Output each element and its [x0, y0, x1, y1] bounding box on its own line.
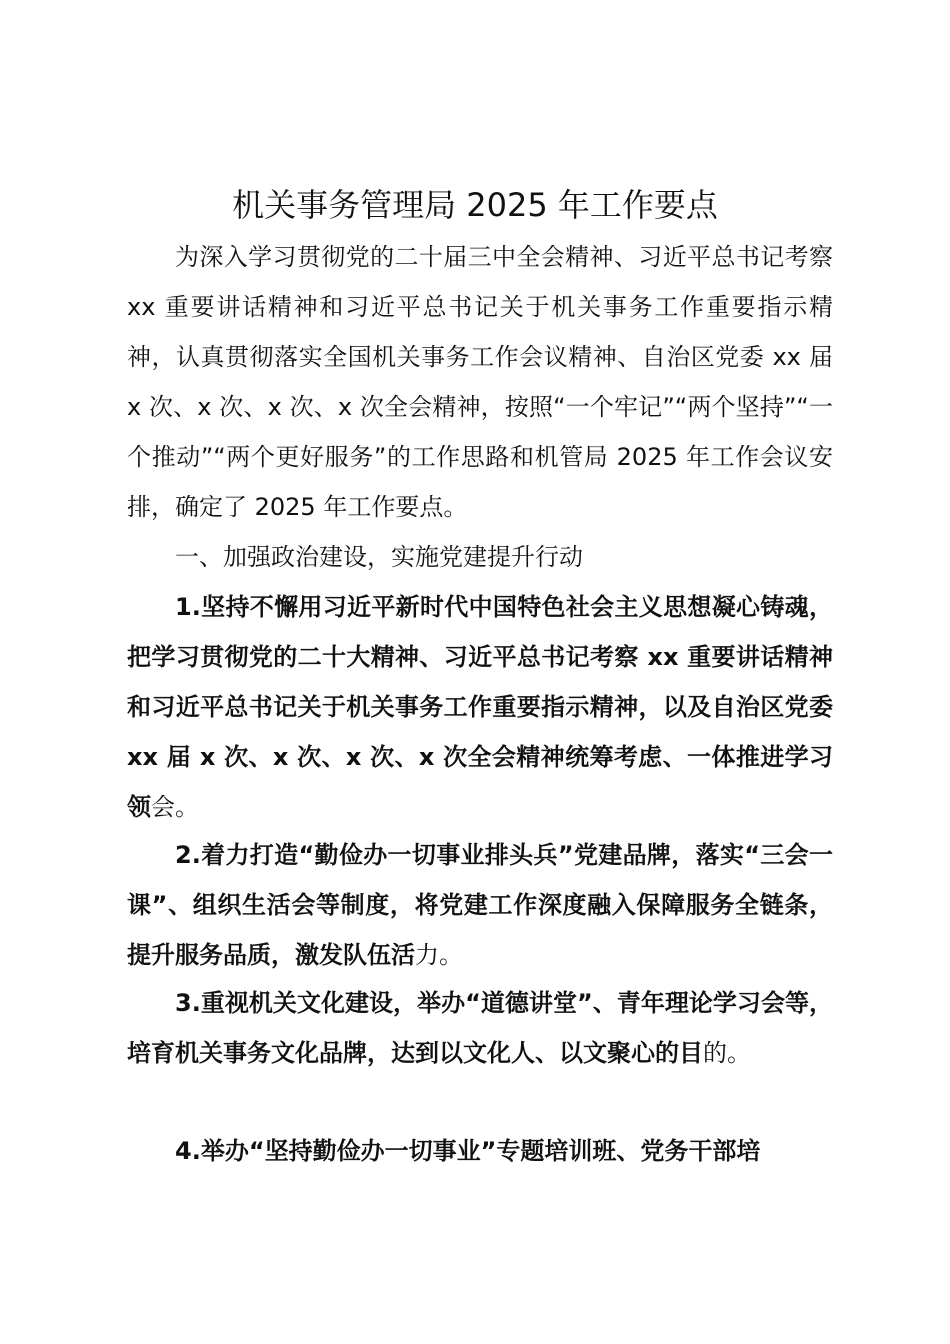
list-item-2-text: 2.着力打造“勤俭办一切事业排头兵”党建品牌，落实“三会一课”、组织生活会等制度，将党建工作深度融入保障服务全链条，提升服务品质，激发队伍活 — [127, 841, 833, 969]
intro-paragraph: 为深入学习贯彻党的二十届三中全会精神、习近平总书记考察 xx 重要讲话精神和习近平总书记关于机关事务工作重要指示精神，认真贯彻落实全国机关事务工作会议精神、自治区党委 xx 届 x 次、x 次、x 次、x 次全会精神，按照“一个牢记”“两个坚持”“一个推动”“两个更好服务”的工作思路和机管局 2025 年工作会议安排，确定了 2025 年工作要点。 — [127, 243, 833, 521]
list-item-3-tail: 的。 — [703, 1039, 751, 1067]
list-item-1 — [127, 582, 833, 832]
list-item-2-tail: 力。 — [415, 941, 463, 969]
list-item-3-text: 3.重视机关文化建设，举办“道德讲堂”、青年理论学习会等，培育机关事务文化品牌，达到以文化人、以文聚心的目 — [127, 989, 833, 1067]
document-title: 机关事务管理局 2025 年工作要点 — [232, 186, 718, 224]
list-item-4-text: 4.举办“坚持勤俭办一切事业”专题培训班、党务干部培 — [175, 1137, 761, 1165]
list-item-2 — [127, 830, 833, 980]
list-item-4 — [127, 1126, 833, 1176]
section-heading-1: 一、加强政治建设，实施党建提升行动 — [175, 543, 583, 571]
list-item-1-tail: 会。 — [151, 793, 199, 821]
list-item-3 — [127, 978, 833, 1078]
list-item-1-text: 1.坚持不懈用习近平新时代中国特色社会主义思想凝心铸魂，把学习贯彻党的二十大精神、习近平总书记考察 xx 重要讲话精神和习近平总书记关于机关事务工作重要指示精神，以及自治区党委 xx 届 x 次、x 次、x 次、x 次全会精神统筹考虑、一体推进学习领 — [127, 593, 833, 821]
